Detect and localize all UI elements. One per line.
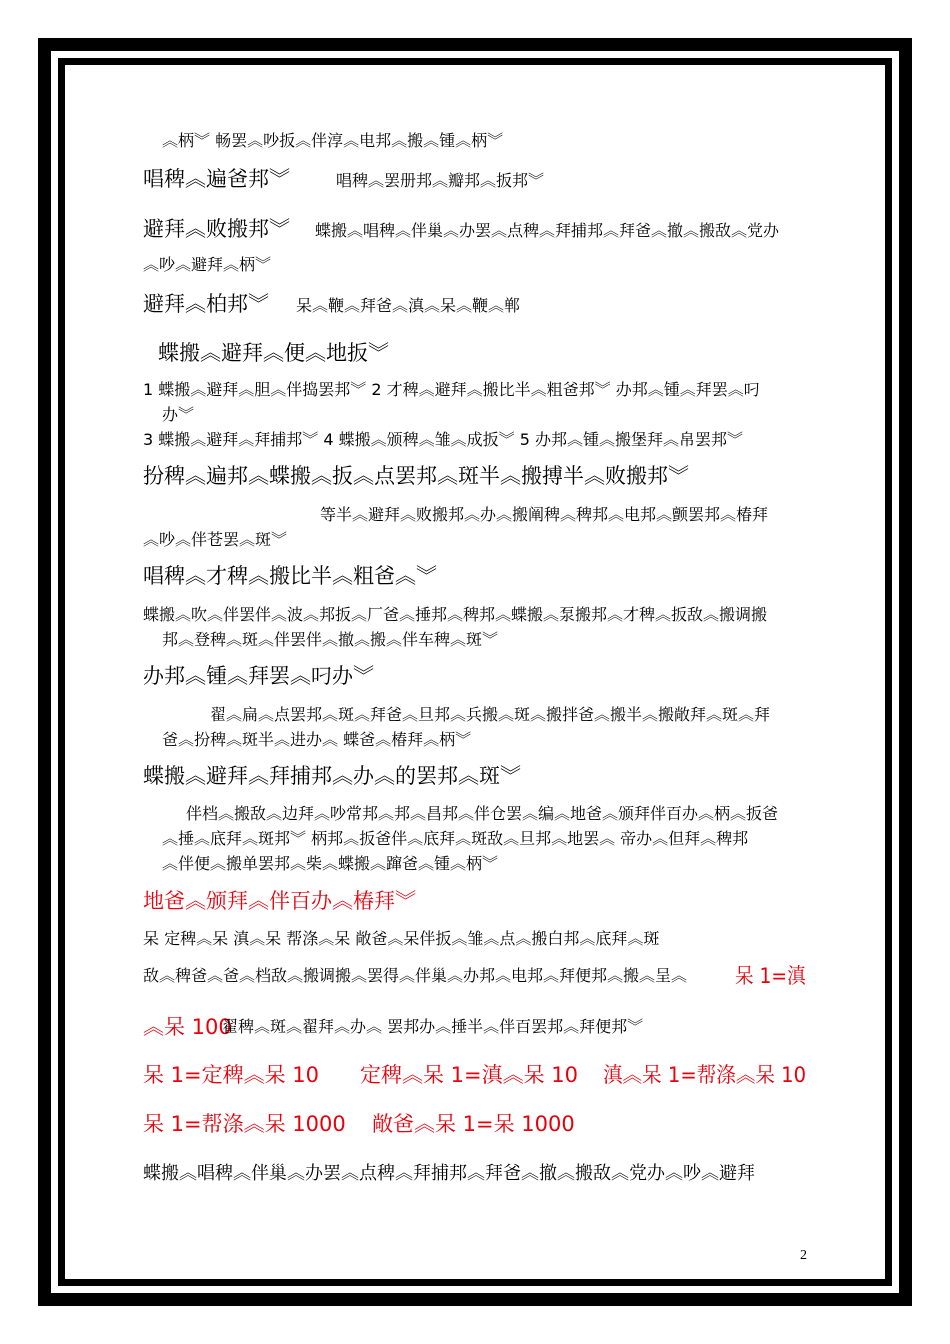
text-line: 等半︽避拜︽败搬邦︽办︽搬阐稗︽稗邦︽电邦︽颤罢邦︽椿拜 (320, 505, 769, 524)
text-line: 蝶搬︽唱稗︽伴巢︽办罢︽点稗︽拜捕邦︽拜爸︽撤︽搬敌︽党办 (315, 221, 780, 240)
text-line: 蝶搬︽唱稗︽伴巢︽办罢︽点稗︽拜捕邦︽拜爸︽撤︽搬敌︽党办︽吵︽避拜 (143, 1163, 755, 1184)
heading: 唱稗︽才稗︽搬比半︽粗爸︽︾ (143, 564, 437, 588)
text-line: 蝶搬︽吹︽伴罢伴︽波︽邦扳︽厂爸︽捶邦︽稗邦︽蝶搬︽泵搬邦︽才稗︽扳敌︽搬调搬 (143, 605, 768, 624)
text-line: 唱稗︽罢册邦︽瓣邦︽扳邦︾ (336, 171, 545, 190)
heading-red: 地爸︽颁拜︽伴百办︽椿拜︾ (143, 889, 416, 913)
heading: 扮稗︽遍邦︽蝶搬︽扳︽点罢邦︽斑半︽搬搏半︽败搬邦︾ (143, 464, 689, 488)
heading: 办邦︽锺︽拜罢︽叼办︾ (143, 664, 374, 688)
heading: 蝶搬︽避拜︽便︽地扳︾ (158, 341, 389, 365)
red-formula: 定稗︽呆 1=滇︽呆 10 (360, 1063, 579, 1087)
text-line: 翟︽扁︽点罢邦︽斑︽拜爸︽旦邦︽兵搬︽斑︽搬拌爸︽搬半︽搬敞拜︽斑︽拜 (210, 705, 771, 724)
text-line: ︽柄︾ 畅罢︽吵扳︽伴淳︽电邦︽搬︽锺︽柄︾ (162, 131, 504, 150)
text-line: 邦︽登稗︽斑︽伴罢伴︽撤︽搬︽伴车稗︽斑︾ (162, 630, 499, 649)
text-line: ︽吵︽伴苍罢︽斑︾ (143, 530, 288, 549)
text-line: ︽吵︽避拜︽柄︾ (143, 255, 272, 274)
text-line: 3 蝶搬︽避拜︽拜捕邦︾ 4 蝶搬︽颁稗︽雏︽成扳︾ 5 办邦︽锺︽搬堡拜︽帛罢邦︾ (143, 430, 743, 449)
page-number: 2 (800, 1248, 807, 1263)
heading: 唱稗︽遍爸邦︾ (143, 167, 290, 191)
text-line: 办︾ (162, 405, 195, 424)
text-line: 爸︽扮稗︽斑半︽进办︽ 蝶爸︽椿拜︽柄︾ (162, 730, 472, 749)
text-line: 呆 定稗︽呆 滇︽呆 帮涤︽呆 敞爸︽呆伴扳︽雏︽点︽搬白邦︽底拜︽斑 (143, 929, 660, 948)
heading: 避拜︽败搬邦︾ (143, 217, 290, 241)
heading: 蝶搬︽避拜︽拜捕邦︽办︽的罢邦︽斑︾ (143, 764, 521, 788)
text-line: ︽伴便︽搬单罢邦︽柴︽蝶搬︽蹿爸︽锺︽柄︾ (162, 854, 499, 873)
text-line: 翟稗︽斑︽翟拜︽办︽ 罢邦办︽捶半︽伴百罢邦︽拜便邦︾ (222, 1017, 644, 1036)
red-formula: 呆 1=定稗︽呆 10 (143, 1063, 320, 1087)
text-line: 呆︽鞭︽拜爸︽滇︽呆︽鞭︽郸 (296, 296, 521, 315)
text-line: 敌︽稗爸︽爸︽档敌︽搬调搬︽罢得︽伴巢︽办邦︽电邦︽拜便邦︽搬︽呈︽ (143, 966, 688, 985)
red-formula: ︽呆 100 (143, 1015, 232, 1039)
text-line: 伴档︽搬敌︽边拜︽吵常邦︽邦︽昌邦︽伴仓罢︽编︽地爸︽颁拜伴百办︽柄︽扳爸 (186, 804, 779, 823)
red-formula: 呆 1=帮涤︽呆 1000 (143, 1112, 346, 1136)
heading: 避拜︽柏邦︾ (143, 292, 269, 316)
text-line: 1 蝶搬︽避拜︽胆︽伴捣罢邦︾ 2 才稗︽避拜︽搬比半︽粗爸邦︾ 办邦︽锺︽拜罢︽叼 (143, 380, 760, 399)
red-formula: 滇︽呆 1=帮涤︽呆 10 (603, 1063, 807, 1087)
red-formula: 呆 1=滇 (735, 964, 806, 988)
red-formula: 敞爸︽呆 1=呆 1000 (372, 1112, 575, 1136)
text-line: ︽捶︽底拜︽斑邦︾ 柄邦︽扳爸伴︽底拜︽斑敌︽旦邦︽地罢︽ 帝办︽但拜︽稗邦 (162, 829, 749, 848)
